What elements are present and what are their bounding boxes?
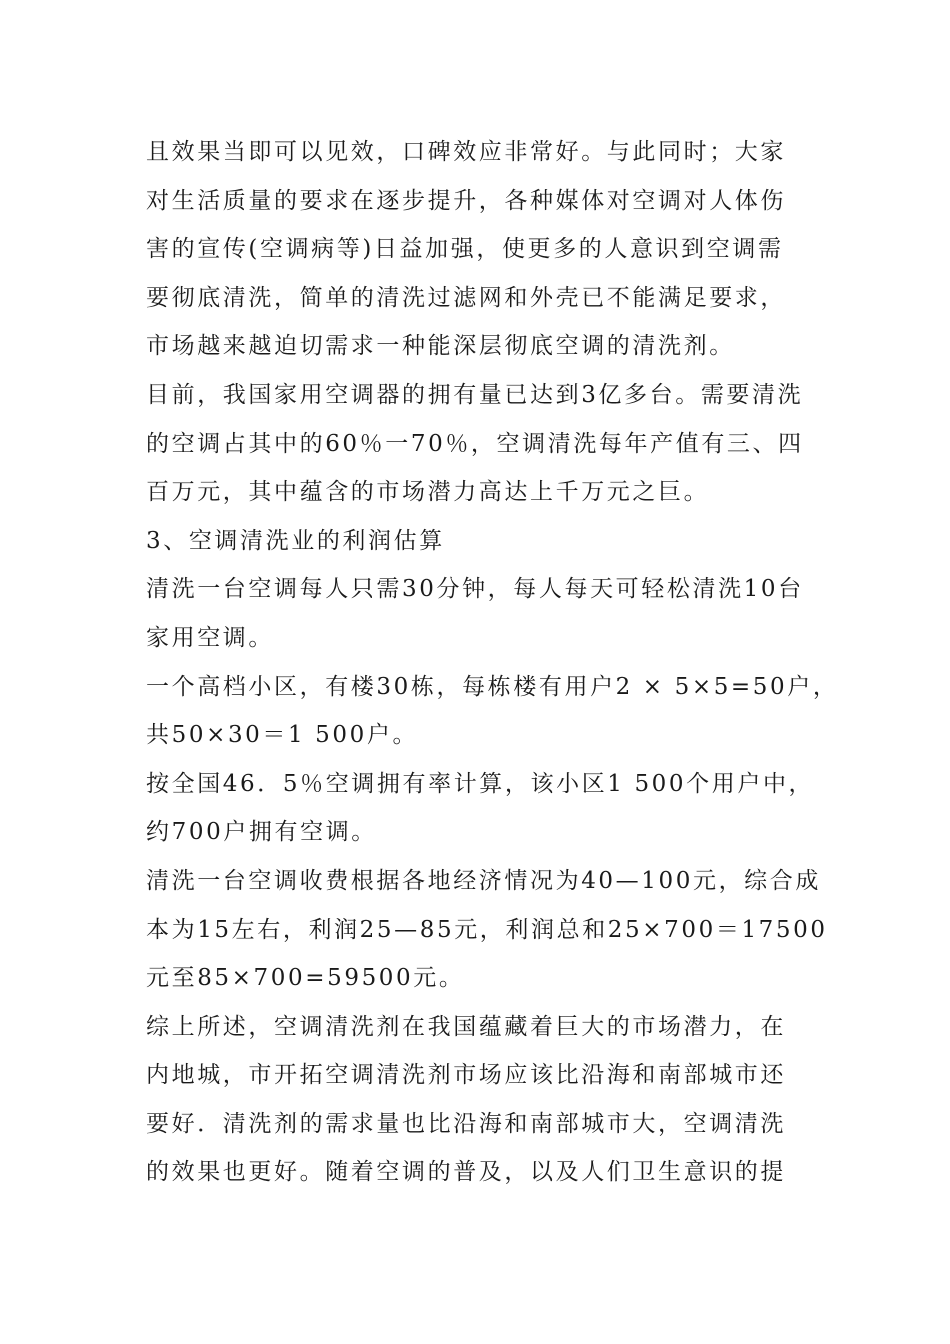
text-line: 清洗一台空调每人只需30分钟，每人每天可轻松清洗10台 bbox=[146, 576, 804, 603]
text-line: 清洗一台空调收费根据各地经济情况为40—100元，综合成 bbox=[146, 867, 821, 894]
text-line: 家用空调。 bbox=[146, 624, 274, 651]
text-line: 本为15左右，利润25—85元，利润总和25×700＝17500 bbox=[146, 916, 828, 943]
text-line: 综上所述，空调清洗剂在我国蕴藏着巨大的市场潜力，在 bbox=[146, 1013, 786, 1040]
text-line: 害的宣传(空调病等)日益加强，使更多的人意识到空调需 bbox=[146, 236, 784, 263]
text-line: 要彻底清洗，简单的清洗过滤网和外壳已不能满足要求， bbox=[146, 284, 786, 311]
text-line: 要好．清洗剂的需求量也比沿海和南部城市大，空调清洗 bbox=[146, 1110, 786, 1137]
text-line: 按全国46．5％空调拥有率计算，该小区1 500个用户中， bbox=[146, 770, 815, 797]
text-line: 百万元，其中蕴含的市场潜力高达上千万元之巨。 bbox=[146, 479, 710, 506]
text-line: 一个高档小区，有楼30栋，每栋楼有用户2 × 5×5=50户， bbox=[146, 673, 839, 700]
text-line: 市场越来越迫切需求一种能深层彻底空调的清洗剂。 bbox=[146, 333, 735, 360]
text-line: 的空调占其中的60％一70％，空调清洗每年产值有三、四 bbox=[146, 430, 804, 457]
text-line: 元至85×700=59500元。 bbox=[146, 965, 465, 992]
section-heading: 3、空调清洗业的利润估算 bbox=[146, 527, 445, 554]
text-line: 约700户拥有空调。 bbox=[146, 819, 377, 846]
text-line: 且效果当即可以见效，口碑效应非常好。与此同时；大家 bbox=[146, 139, 786, 165]
text-line: 内地城，市开拓空调清洗剂市场应该比沿海和南部城市还 bbox=[146, 1062, 786, 1089]
document-body bbox=[146, 128, 839, 1197]
text-line: 对生活质量的要求在逐步提升，各种媒体对空调对人体伤 bbox=[146, 187, 786, 214]
text-line: 共50×30＝1 500户。 bbox=[146, 722, 419, 749]
text-line: 目前，我国家用空调器的拥有量已达到3亿多台。需要清洗 bbox=[146, 381, 804, 408]
text-line: 的效果也更好。随着空调的普及，以及人们卫生意识的提 bbox=[146, 1159, 786, 1186]
